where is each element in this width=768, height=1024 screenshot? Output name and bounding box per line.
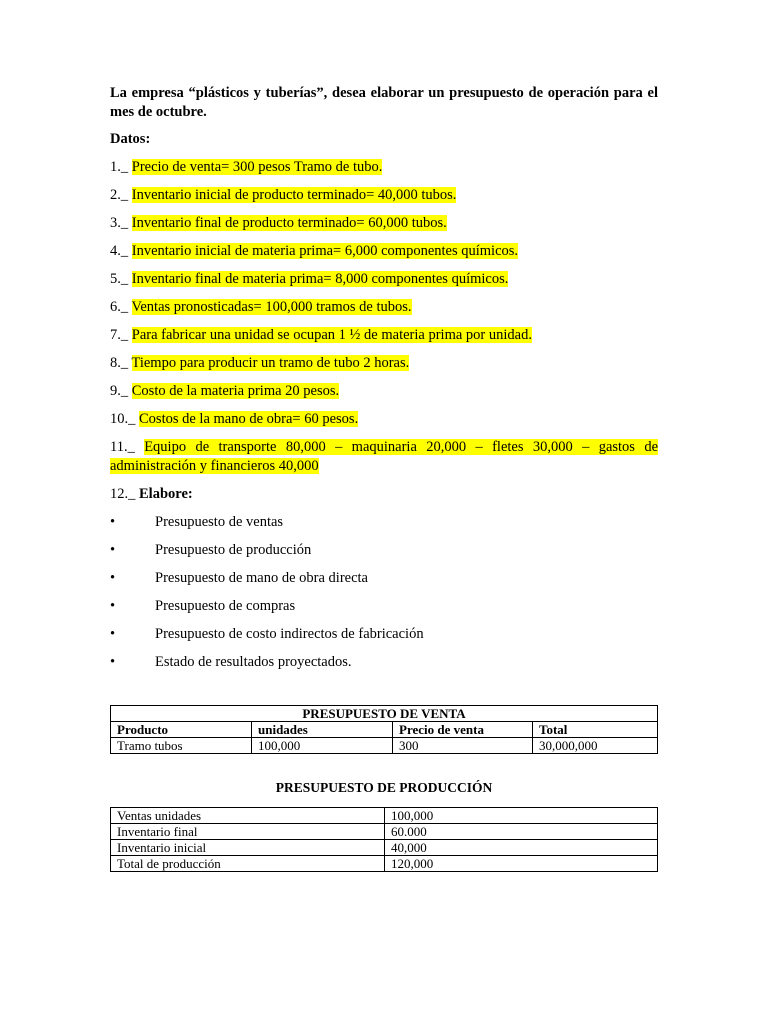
table-cell: 40,000 [385,840,658,856]
highlighted-text: Inventario final de producto terminado= 60,000 tubos. [131,215,447,231]
bullet-item: • Presupuesto de mano de obra directa [110,570,368,586]
elabore-line [110,485,658,504]
elabore-label: Elabore: [139,486,193,502]
datos-heading: Datos: [110,131,151,147]
presupuesto-produccion-table [110,807,658,872]
bullet-icon: • [110,598,116,614]
table-row [111,856,658,872]
highlighted-text: Costos de la mano de obra= 60 pesos. [139,411,359,427]
bullet-item: • Estado de resultados proyectados. [110,654,352,670]
table-cell: Inventario final [111,824,385,840]
table-title: PRESUPUESTO DE VENTA [111,706,658,722]
list-item [110,326,658,345]
intro-paragraph: La empresa “plásticos y tuberías”, desea elaborar un presupuesto de operación para el mes de octubre. [110,85,658,120]
item-number: 8._ [110,355,129,371]
table-cell: 60.000 [385,824,658,840]
column-header: Total [533,722,658,738]
bullet-icon: • [110,626,116,642]
highlighted-text: Inventario inicial de producto terminado= 40,000 tubos. [131,187,457,203]
table-cell: 100,000 [252,738,393,754]
column-header: Producto [111,722,252,738]
document-body [110,84,658,681]
item-number: 1._ [110,159,129,175]
bullet-item: • Presupuesto de producción [110,542,312,558]
bullet-icon: • [110,542,116,558]
table-cell: Tramo tubos [111,738,252,754]
highlighted-text: Costo de la materia prima 20 pesos. [131,383,340,399]
item-number: 11._ [110,439,135,455]
table-cell: 100,000 [385,808,658,824]
table-cell: 300 [393,738,533,754]
table-cell: Inventario inicial [111,840,385,856]
table-cell: Total de producción [111,856,385,872]
item-number: 12._ [110,486,136,502]
item-number: 2._ [110,187,129,203]
item-number: 3._ [110,215,129,231]
item-number: 10._ [110,411,136,427]
highlighted-text: Ventas pronosticadas= 100,000 tramos de tubos. [131,299,412,315]
column-header: Precio de venta [393,722,533,738]
bullet-icon: • [110,654,116,670]
item-number: 6._ [110,299,129,315]
highlighted-text: Inventario inicial de materia prima= 6,000 componentes químicos. [131,243,519,259]
table-cell: 30,000,000 [533,738,658,754]
bullet-list [110,513,658,672]
table-cell: Ventas unidades [111,808,385,824]
highlighted-text: Para fabricar una unidad se ocupan 1 ½ de materia prima por unidad. [131,327,532,343]
table-row [111,808,658,824]
item-number: 7._ [110,327,129,343]
column-header: unidades [252,722,393,738]
table-row [111,738,658,754]
bullet-icon: • [110,570,116,586]
highlighted-text: Precio de venta= 300 pesos Tramo de tubo. [131,159,383,175]
list-item [110,158,658,177]
list-item [110,214,658,233]
table-cell: 120,000 [385,856,658,872]
item-number: 4._ [110,243,129,259]
list-item [110,354,658,373]
table-row [111,840,658,856]
list-item [110,410,658,429]
list-item [110,298,658,317]
bullet-icon: • [110,514,116,530]
list-item [110,270,658,289]
produccion-title: PRESUPUESTO DE PRODUCCIÓN [275,780,493,795]
list-item [110,382,658,401]
item-number: 5._ [110,271,129,287]
list-item [110,186,658,205]
bullet-item: • Presupuesto de costo indirectos de fabricación [110,626,424,642]
list-item [110,242,658,261]
item-number: 9._ [110,383,129,399]
bullet-item: • Presupuesto de ventas [110,514,284,530]
highlighted-text: Inventario final de materia prima= 8,000 componentes químicos. [131,271,509,287]
list-item [110,438,658,476]
highlighted-text: Tiempo para producir un tramo de tubo 2 horas. [131,355,410,371]
table-row [111,824,658,840]
presupuesto-venta-table [110,705,658,754]
table-header-row [111,722,658,738]
highlighted-text: Equipo de transporte 80,000 – maquinaria 20,000 – fletes 30,000 – gastos de administración y financieros 40,000 [110,439,658,474]
bullet-item: • Presupuesto de compras [110,598,296,614]
